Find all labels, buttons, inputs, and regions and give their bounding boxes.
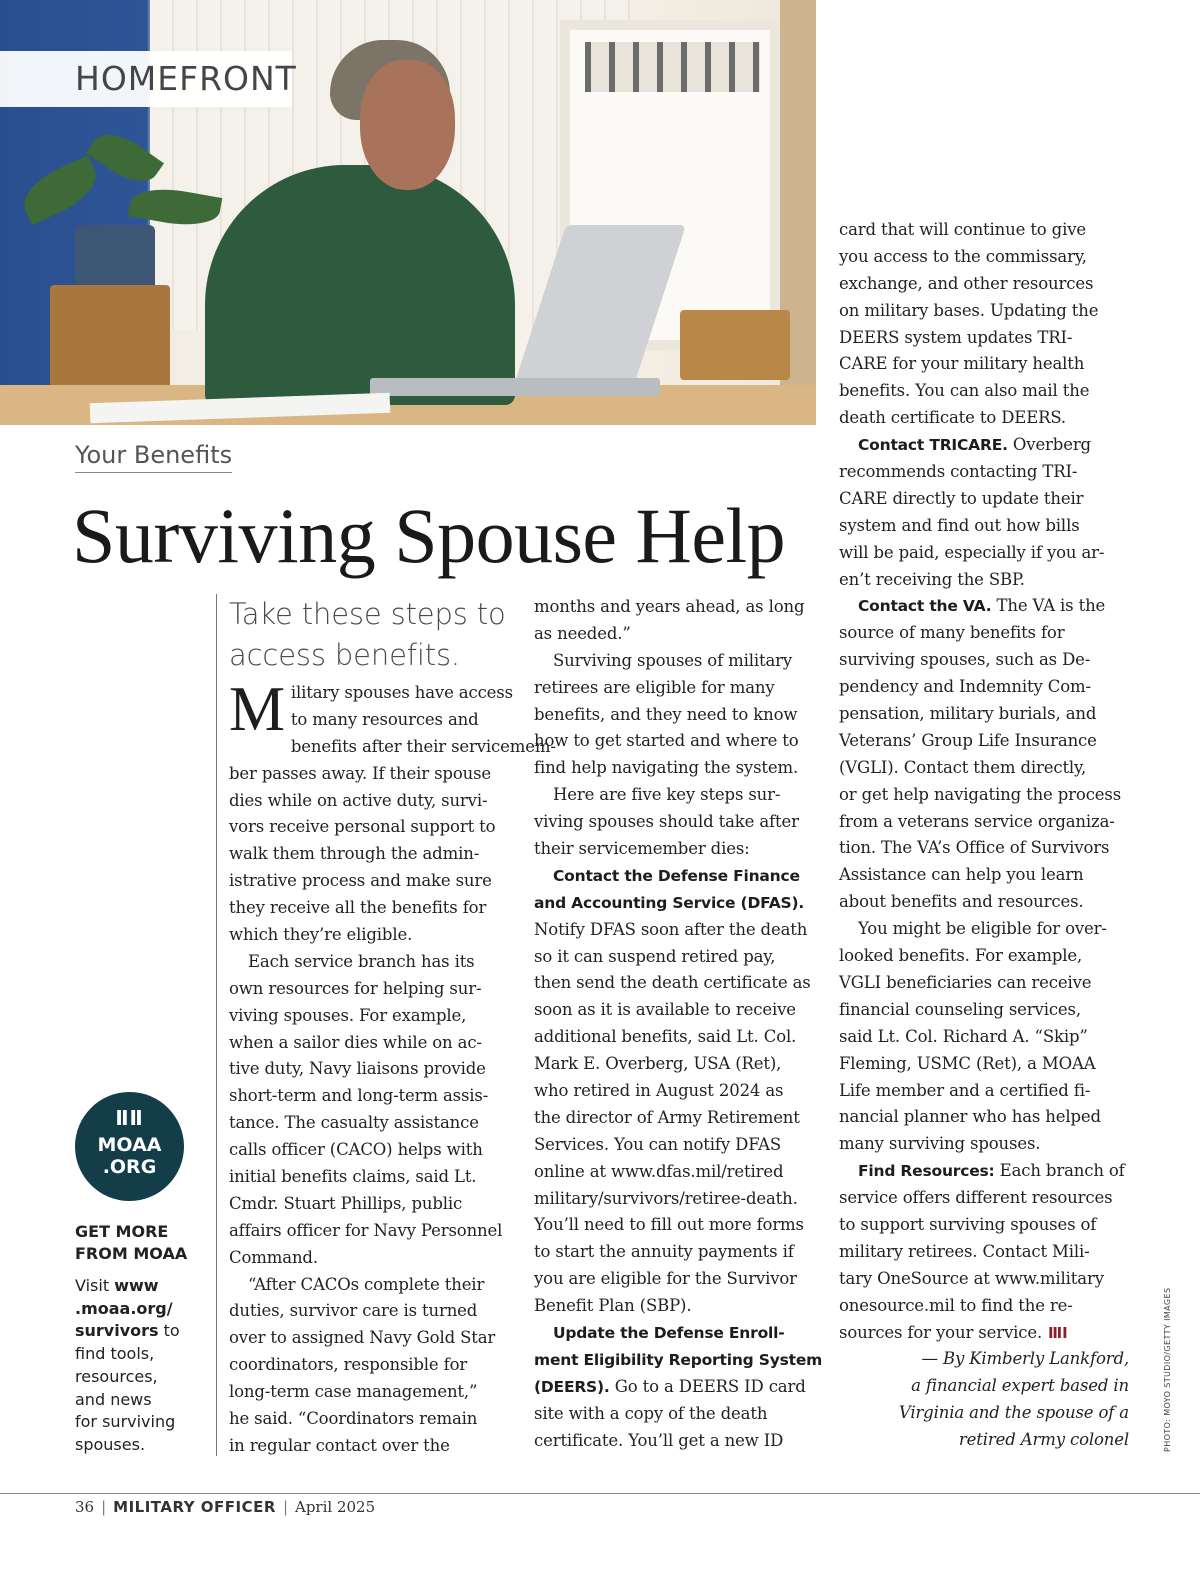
body-line: tion. The VA’s Office of Survivors xyxy=(839,838,1110,858)
body-line: to support surviving spouses of xyxy=(839,1214,1097,1234)
body-line: the director of Army Retirement xyxy=(534,1107,800,1127)
body-line: months and years ahead, as long xyxy=(534,597,805,616)
body-line: pendency and Indemnity Com- xyxy=(839,677,1091,697)
page-footer xyxy=(75,1497,375,1517)
body-line xyxy=(839,593,1129,620)
body-line: many surviving spouses. xyxy=(839,1134,1041,1154)
body-line: in regular contact over the xyxy=(229,1435,450,1455)
body-line: over to assigned Navy Gold Star xyxy=(229,1328,496,1348)
badge-text: MOAA xyxy=(97,1134,162,1156)
body-line: Here are five key steps sur- xyxy=(553,785,781,805)
body-line xyxy=(839,1320,1129,1347)
body-line: death certificate to DEERS. xyxy=(839,408,1067,428)
deck xyxy=(229,594,534,676)
body-line: pensation, military burials, and xyxy=(839,704,1097,724)
body-line: duties, survivor care is turned xyxy=(229,1301,478,1321)
article-column-3 xyxy=(839,217,1129,1454)
body-line: (VGLI). Contact them directly, xyxy=(839,757,1087,777)
body-line: then send the death certificate as xyxy=(534,973,811,993)
promo-line: spouses. xyxy=(75,1434,146,1454)
body-line: Notify DFAS soon after the death xyxy=(534,919,808,939)
page-number: 36 xyxy=(75,1498,95,1516)
moaa-logo-icon: ⅡⅡ xyxy=(115,1106,144,1130)
body-line: Mark E. Overberg, USA (Ret), xyxy=(534,1054,782,1074)
promo-heading-line: GET MORE xyxy=(75,1222,169,1241)
body-line: or get help navigating the process xyxy=(839,784,1122,804)
body-line: benefits, and they need to know xyxy=(534,704,798,724)
survivors-link[interactable]: .moaa.org/ xyxy=(75,1298,173,1318)
body-line: to many resources and xyxy=(290,709,479,729)
body-line: dies while on active duty, survi- xyxy=(229,790,488,810)
body-line: “After CACOs complete their xyxy=(248,1274,485,1294)
moaa-promo xyxy=(75,1221,195,1457)
body-line: Cmdr. Stuart Phillips, public xyxy=(229,1193,463,1213)
body-line xyxy=(839,432,1129,459)
byline: — By Kimberly Lankford, xyxy=(921,1349,1129,1369)
step-heading: Find Resources: xyxy=(858,1162,995,1181)
body-line: when a sailor dies while on ac- xyxy=(229,1032,482,1052)
photo-credit: PHOTO: MOYO STUDIO/GETTY IMAGES xyxy=(1163,1287,1172,1452)
body-line: tance. The casualty assistance xyxy=(229,1113,479,1133)
body-line: surviving spouses, such as De- xyxy=(839,650,1091,670)
body-line: istrative process and make sure xyxy=(229,871,492,891)
body-line: find help navigating the system. xyxy=(534,758,799,778)
promo-line: for surviving xyxy=(75,1412,176,1432)
body-line: ilitary spouses have access xyxy=(290,683,513,702)
deck-line: Take these steps to xyxy=(229,597,506,631)
article-column-1 xyxy=(216,594,556,1456)
body-text: Go to a DEERS ID card xyxy=(614,1376,806,1396)
body-line: will be paid, especially if you ar- xyxy=(839,542,1105,562)
body-line: said Lt. Col. Richard A. “Skip” xyxy=(839,1026,1088,1046)
promo-line xyxy=(75,1298,195,1321)
body-line: card that will continue to give xyxy=(839,220,1086,239)
survivors-link[interactable]: www xyxy=(114,1276,159,1295)
body-text: Overberg xyxy=(1012,435,1091,455)
badge-text: .ORG xyxy=(102,1156,157,1178)
drop-cap: M xyxy=(229,674,285,744)
body-line: service offers different resources xyxy=(839,1188,1113,1208)
body-line: how to get started and where to xyxy=(534,731,799,751)
body-line: their servicemember dies: xyxy=(534,839,750,859)
body-line: Benefit Plan (SBP). xyxy=(534,1296,692,1316)
body-line: military/survivors/retiree-death. xyxy=(534,1188,798,1208)
body-line: viving spouses. For example, xyxy=(229,1005,467,1025)
body-line: you are eligible for the Survivor xyxy=(534,1269,797,1289)
body-line: which they’re eligible. xyxy=(229,925,413,945)
footer-separator: | xyxy=(282,1498,288,1516)
end-mark-icon: ⅢⅠ xyxy=(1048,1323,1068,1342)
moaa-badge[interactable] xyxy=(75,1092,184,1201)
body-line: from a veterans service organiza- xyxy=(839,811,1115,831)
promo-text: Visit xyxy=(75,1276,110,1295)
promo-text: to xyxy=(163,1321,180,1341)
body-line: recommends contacting TRI- xyxy=(839,462,1078,482)
body-line: financial counseling services, xyxy=(839,999,1081,1019)
body-line: affairs officer for Navy Personnel xyxy=(229,1220,503,1240)
body-line: you access to the commissary, xyxy=(839,246,1087,266)
body-line: site with a copy of the death xyxy=(534,1403,768,1423)
body-text: Each branch of xyxy=(999,1161,1125,1181)
headline: Surviving Spouse Help xyxy=(72,492,786,579)
step-heading: Contact TRICARE. xyxy=(858,436,1008,455)
body-text: sources for your service. xyxy=(839,1322,1043,1342)
body-line: benefits after their servicemem- xyxy=(290,736,556,756)
body-line: short-term and long-term assis- xyxy=(229,1086,489,1106)
step-heading: and Accounting Service (DFAS). xyxy=(534,893,805,912)
body-line: exchange, and other resources xyxy=(839,273,1094,293)
body-line: about benefits and resources. xyxy=(839,892,1084,912)
body-line: military retirees. Contact Mili- xyxy=(839,1241,1090,1261)
step-heading: ment Eligibility Reporting System xyxy=(534,1350,823,1369)
body-line: Assistance can help you learn xyxy=(839,865,1084,885)
byline: Virginia and the spouse of a xyxy=(898,1403,1129,1423)
body-text: The VA is the xyxy=(996,596,1106,616)
body-line: long-term case management,” xyxy=(229,1382,478,1402)
step-heading: Contact the Defense Finance xyxy=(553,866,800,885)
promo-heading xyxy=(75,1221,195,1265)
kicker: Your Benefits xyxy=(75,441,232,473)
publication-name: MILITARY OFFICER xyxy=(113,1498,276,1516)
body-line: initial benefits claims, said Lt. xyxy=(229,1167,477,1187)
body-line: CARE directly to update their xyxy=(839,488,1084,508)
body-line xyxy=(534,1374,824,1401)
byline: retired Army colonel xyxy=(958,1430,1129,1450)
body-line xyxy=(839,1158,1129,1185)
promo-heading-line: FROM MOAA xyxy=(75,1244,188,1263)
body-line: Services. You can notify DFAS xyxy=(534,1134,781,1154)
body-line: to start the annuity payments if xyxy=(534,1242,794,1262)
body-line: additional benefits, said Lt. Col. xyxy=(534,1027,797,1047)
promo-line: find tools, xyxy=(75,1344,155,1364)
body-line: benefits. You can also mail the xyxy=(839,381,1090,401)
body-line: Life member and a certified fi- xyxy=(839,1080,1091,1100)
body-line: Veterans’ Group Life Insurance xyxy=(839,730,1097,750)
body-line: You’ll need to fill out more forms xyxy=(534,1215,804,1235)
footer-separator: | xyxy=(101,1498,107,1516)
body-line: soon as it is available to receive xyxy=(534,1000,796,1020)
body-line: Surviving spouses of military xyxy=(553,650,793,670)
body-line: calls officer (CACO) helps with xyxy=(229,1140,483,1160)
body-line: CARE for your military health xyxy=(839,354,1085,374)
body-line: en’t receiving the SBP. xyxy=(839,569,1025,589)
body-line: he said. “Coordinators remain xyxy=(229,1409,478,1429)
footer-rule xyxy=(0,1493,1200,1494)
body-line: tive duty, Navy liaisons provide xyxy=(229,1059,486,1079)
deck-line: access benefits. xyxy=(229,638,460,672)
promo-line: and news xyxy=(75,1389,152,1409)
body-line: Command. xyxy=(229,1247,318,1267)
body-line: on military bases. Updating the xyxy=(839,300,1099,320)
body-line: certificate. You’ll get a new ID xyxy=(534,1430,784,1450)
step-heading: Contact the VA. xyxy=(858,597,992,616)
promo-line xyxy=(75,1275,195,1298)
body-line: coordinators, responsible for xyxy=(229,1355,468,1375)
body-line: own resources for helping sur- xyxy=(229,978,482,998)
body-line: You might be eligible for over- xyxy=(858,919,1107,939)
body-line: DEERS system updates TRI- xyxy=(839,327,1073,347)
body-line: onesource.mil to find the re- xyxy=(839,1295,1073,1315)
body-line: who retired in August 2024 as xyxy=(534,1081,784,1101)
body-line: vors receive personal support to xyxy=(229,817,496,837)
section-tag: HOMEFRONT xyxy=(0,51,292,107)
survivors-link[interactable]: survivors xyxy=(75,1321,159,1341)
article-column-2 xyxy=(534,594,824,1455)
issue-date: April 2025 xyxy=(295,1498,376,1516)
body-line: they receive all the benefits for xyxy=(229,898,487,918)
body-line: source of many benefits for xyxy=(839,623,1065,643)
body-line: tary OneSource at www.military xyxy=(839,1268,1104,1288)
body-line: walk them through the admin- xyxy=(229,844,480,864)
body-line: Fleming, USMC (Ret), a MOAA xyxy=(839,1053,1096,1073)
body-line: Each service branch has its xyxy=(248,951,475,971)
body-line: looked benefits. For example, xyxy=(839,946,1083,966)
body-line: ber passes away. If their spouse xyxy=(229,763,492,783)
step-heading: (DEERS). xyxy=(534,1377,610,1396)
byline: a financial expert based in xyxy=(911,1376,1129,1396)
body-line: so it can suspend retired pay, xyxy=(534,946,776,966)
step-heading: Update the Defense Enroll- xyxy=(553,1324,785,1343)
promo-line xyxy=(75,1320,195,1343)
body-line: system and find out how bills xyxy=(839,515,1080,535)
body-line: VGLI beneficiaries can receive xyxy=(839,972,1092,992)
body-line: as needed.” xyxy=(534,623,631,643)
body-line: retirees are eligible for many xyxy=(534,677,775,697)
body-line: online at www.dfas.mil/retired xyxy=(534,1161,784,1181)
body-line: viving spouses should take after xyxy=(534,812,799,832)
body-line: nancial planner who has helped xyxy=(839,1107,1101,1127)
promo-line: resources, xyxy=(75,1366,158,1386)
